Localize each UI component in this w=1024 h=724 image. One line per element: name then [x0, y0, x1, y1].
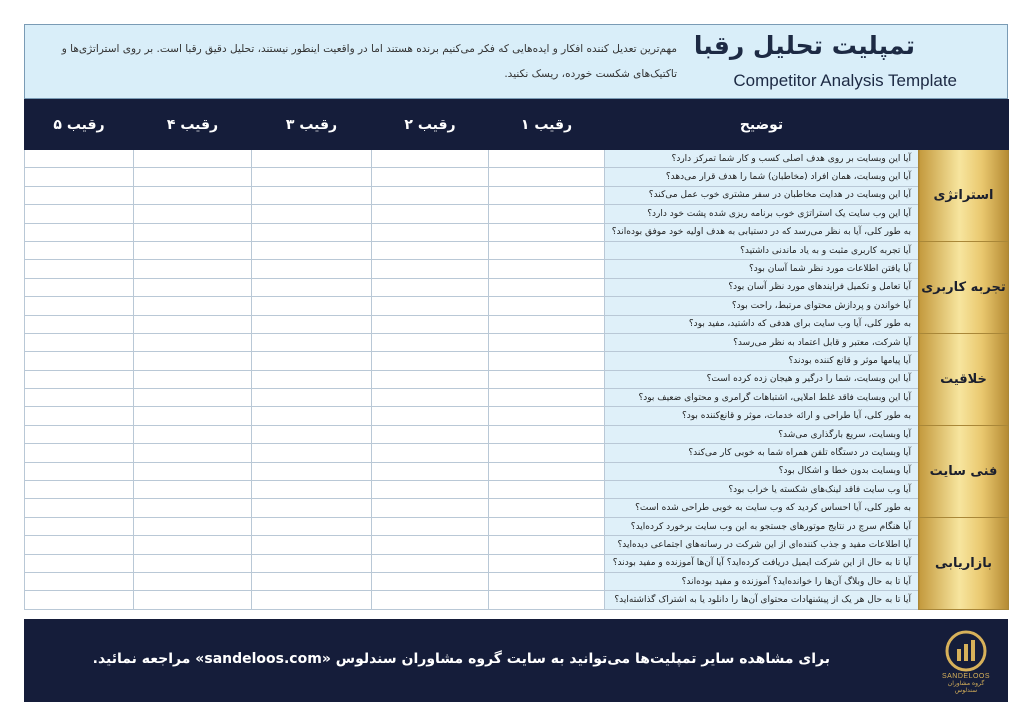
- competitor-1-answer-cell[interactable]: [489, 150, 605, 168]
- competitor-3-answer-cell[interactable]: [252, 352, 372, 370]
- analysis-table-wrapper: [24, 99, 1008, 619]
- table-row: [25, 536, 1009, 554]
- competitor-5-answer-cell[interactable]: [25, 168, 134, 186]
- competitor-1-answer-cell[interactable]: [489, 297, 605, 315]
- question-cell: آیا این وب سایت یک استراتژی خوب برنامه ریزی شده پشت خود دارد؟: [605, 205, 919, 223]
- competitor-4-answer-cell[interactable]: [134, 554, 252, 572]
- competitor-2-answer-cell[interactable]: [372, 517, 489, 535]
- competitor-1-answer-cell[interactable]: [489, 462, 605, 480]
- table-row: [25, 389, 1009, 407]
- table-row: [25, 223, 1009, 241]
- competitor-2-answer-cell[interactable]: [372, 425, 489, 443]
- header-competitor-2: رقیب ۲: [372, 100, 489, 150]
- competitor-5-answer-cell[interactable]: [25, 223, 134, 241]
- competitor-2-answer-cell[interactable]: [372, 352, 489, 370]
- competitor-2-answer-cell[interactable]: [372, 315, 489, 333]
- competitor-5-answer-cell[interactable]: [25, 536, 134, 554]
- question-cell: آیا وب سایت فاقد لینک‌های شکسته یا خراب بود؟: [605, 481, 919, 499]
- header-competitor-4: رقیب ۴: [134, 100, 252, 150]
- competitor-5-answer-cell[interactable]: [25, 407, 134, 425]
- competitor-4-answer-cell[interactable]: [134, 425, 252, 443]
- header-competitor-1: رقیب ۱: [489, 100, 605, 150]
- competitor-1-answer-cell[interactable]: [489, 425, 605, 443]
- table-row: [25, 591, 1009, 609]
- competitor-3-answer-cell[interactable]: [252, 205, 372, 223]
- analysis-table: [24, 99, 1009, 610]
- table-row: [25, 499, 1009, 517]
- competitor-4-answer-cell[interactable]: [134, 260, 252, 278]
- table-row: [25, 481, 1009, 499]
- header-category: [919, 100, 1009, 150]
- competitor-2-answer-cell[interactable]: [372, 462, 489, 480]
- competitor-5-answer-cell[interactable]: [25, 260, 134, 278]
- question-cell: آیا وبسایت، سریع بارگذاری می‌شد؟: [605, 425, 919, 443]
- competitor-3-answer-cell[interactable]: [252, 186, 372, 204]
- header-banner: [24, 24, 1008, 99]
- competitor-2-answer-cell[interactable]: [372, 370, 489, 388]
- competitor-3-answer-cell[interactable]: [252, 315, 372, 333]
- competitor-1-answer-cell[interactable]: [489, 572, 605, 590]
- competitor-2-answer-cell[interactable]: [372, 260, 489, 278]
- competitor-3-answer-cell[interactable]: [252, 425, 372, 443]
- question-cell: آیا تا به حال از این شرکت ایمیل دریافت کرده‌اید؟ آیا آن‌ها آموزنده و مفید بودند؟: [605, 554, 919, 572]
- competitor-1-answer-cell[interactable]: [489, 168, 605, 186]
- competitor-1-answer-cell[interactable]: [489, 186, 605, 204]
- competitor-4-answer-cell[interactable]: [134, 186, 252, 204]
- competitor-1-answer-cell[interactable]: [489, 315, 605, 333]
- table-row: [25, 572, 1009, 590]
- competitor-5-answer-cell[interactable]: [25, 241, 134, 259]
- question-cell: آیا خواندن و پردازش محتوای مرتبط، راحت بود؟: [605, 297, 919, 315]
- competitor-2-answer-cell[interactable]: [372, 389, 489, 407]
- competitor-1-answer-cell[interactable]: [489, 241, 605, 259]
- competitor-4-answer-cell[interactable]: [134, 223, 252, 241]
- competitor-2-answer-cell[interactable]: [372, 591, 489, 609]
- table-row: [25, 150, 1009, 168]
- competitor-5-answer-cell[interactable]: [25, 150, 134, 168]
- competitor-5-answer-cell[interactable]: [25, 462, 134, 480]
- competitor-3-answer-cell[interactable]: [252, 389, 372, 407]
- competitor-3-answer-cell[interactable]: [252, 499, 372, 517]
- competitor-3-answer-cell[interactable]: [252, 168, 372, 186]
- competitor-5-answer-cell[interactable]: [25, 389, 134, 407]
- table-header-row: [25, 100, 1009, 150]
- table-row: [25, 205, 1009, 223]
- sandeloos-logo: [936, 629, 996, 695]
- competitor-3-answer-cell[interactable]: [252, 554, 372, 572]
- question-cell: آیا این وبسایت، همان افراد (مخاطبان) شما را هدف قرار می‌دهد؟: [605, 168, 919, 186]
- competitor-1-answer-cell[interactable]: [489, 389, 605, 407]
- question-cell: آیا پیامها موثر و قانع کننده بودند؟: [605, 352, 919, 370]
- table-row: [25, 370, 1009, 388]
- competitor-3-answer-cell[interactable]: [252, 407, 372, 425]
- competitor-3-answer-cell[interactable]: [252, 241, 372, 259]
- table-row: [25, 315, 1009, 333]
- question-cell: به طور کلی، آیا احساس کردید که وب سایت به خوبی طراحی شده است؟: [605, 499, 919, 517]
- footer-text: برای مشاهده سایر تمپلیت‌ها می‌توانید به سایت گروه مشاوران سندلوس «sandeloos.com» مراجعه نمائید.: [92, 651, 830, 667]
- competitor-2-answer-cell[interactable]: [372, 278, 489, 296]
- question-cell: آیا یافتن اطلاعات مورد نظر شما آسان بود؟: [605, 260, 919, 278]
- competitor-1-answer-cell[interactable]: [489, 554, 605, 572]
- competitor-2-answer-cell[interactable]: [372, 205, 489, 223]
- competitor-2-answer-cell[interactable]: [372, 186, 489, 204]
- category-cell: بازاریابی: [919, 517, 1009, 609]
- competitor-3-answer-cell[interactable]: [252, 297, 372, 315]
- question-cell: آیا این وبسایت فاقد غلط املایی، اشتباهات گرامری و محتوای ضعیف بود؟: [605, 389, 919, 407]
- competitor-5-answer-cell[interactable]: [25, 481, 134, 499]
- question-cell: آیا تا به حال هر یک از پیشنهادات محتوای آن‌ها را دانلود یا به اشتراک گذاشته‌اید؟: [605, 591, 919, 609]
- question-cell: آیا این وبسایت بر روی هدف اصلی کسب و کار شما تمرکز دارد؟: [605, 150, 919, 168]
- competitor-1-answer-cell[interactable]: [489, 499, 605, 517]
- competitor-3-answer-cell[interactable]: [252, 462, 372, 480]
- competitor-5-answer-cell[interactable]: [25, 517, 134, 535]
- question-cell: آیا این وبسایت در هدایت مخاطبان در سفر مشتری خوب عمل می‌کند؟: [605, 186, 919, 204]
- table-row: [25, 168, 1009, 186]
- competitor-3-answer-cell[interactable]: [252, 481, 372, 499]
- competitor-1-answer-cell[interactable]: [489, 481, 605, 499]
- competitor-2-answer-cell[interactable]: [372, 572, 489, 590]
- competitor-5-answer-cell[interactable]: [25, 425, 134, 443]
- competitor-1-answer-cell[interactable]: [489, 536, 605, 554]
- competitor-5-answer-cell[interactable]: [25, 370, 134, 388]
- competitor-5-answer-cell[interactable]: [25, 205, 134, 223]
- competitor-4-answer-cell[interactable]: [134, 297, 252, 315]
- table-row: [25, 297, 1009, 315]
- competitor-5-answer-cell[interactable]: [25, 554, 134, 572]
- competitor-5-answer-cell[interactable]: [25, 352, 134, 370]
- table-row: [25, 186, 1009, 204]
- competitor-3-answer-cell[interactable]: [252, 260, 372, 278]
- competitor-4-answer-cell[interactable]: [134, 352, 252, 370]
- competitor-5-answer-cell[interactable]: [25, 278, 134, 296]
- table-row: [25, 260, 1009, 278]
- question-cell: آیا تعامل و تکمیل فرایندهای مورد نظر آسان بود؟: [605, 278, 919, 296]
- competitor-4-answer-cell[interactable]: [134, 517, 252, 535]
- competitor-5-answer-cell[interactable]: [25, 333, 134, 351]
- category-cell: خلاقیت: [919, 333, 1009, 425]
- competitor-3-answer-cell[interactable]: [252, 536, 372, 554]
- page-description: مهم‌ترین تعدیل کننده افکار و ایده‌هایی که فکر می‌کنیم برنده هستند اما در واقعیت اینطور نیستند، تحلیل دقیق رقبا است. بر روی استراتژی‌ها و تاکتیک‌های شکست خورده، ریسک نکنید.: [61, 43, 677, 80]
- competitor-4-answer-cell[interactable]: [134, 407, 252, 425]
- competitor-5-answer-cell[interactable]: [25, 315, 134, 333]
- competitor-3-answer-cell[interactable]: [252, 444, 372, 462]
- competitor-3-answer-cell[interactable]: [252, 591, 372, 609]
- competitor-2-answer-cell[interactable]: [372, 499, 489, 517]
- question-cell: به طور کلی، آیا طراحی و ارائه خدمات، موثر و قانع‌کننده بود؟: [605, 407, 919, 425]
- competitor-5-answer-cell[interactable]: [25, 591, 134, 609]
- competitor-2-answer-cell[interactable]: [372, 241, 489, 259]
- competitor-2-answer-cell[interactable]: [372, 407, 489, 425]
- category-cell: تجربه کاربری: [919, 241, 1009, 333]
- header-description: توضیح: [605, 100, 919, 150]
- competitor-5-answer-cell[interactable]: [25, 186, 134, 204]
- competitor-5-answer-cell[interactable]: [25, 297, 134, 315]
- competitor-1-answer-cell[interactable]: [489, 352, 605, 370]
- competitor-2-answer-cell[interactable]: [372, 333, 489, 351]
- footer-banner: [24, 619, 1008, 702]
- question-cell: آیا تجربه کاربری مثبت و به یاد ماندنی داشتید؟: [605, 241, 919, 259]
- logo-name: SANDELOOS: [941, 673, 991, 680]
- page-title-english: Competitor Analysis Template: [733, 71, 957, 90]
- competitor-5-answer-cell[interactable]: [25, 499, 134, 517]
- logo-subtitle: گروه مشاوران سندلوس: [947, 680, 985, 694]
- competitor-2-answer-cell[interactable]: [372, 481, 489, 499]
- question-cell: به طور کلی، آیا به نظر می‌رسد که در دستیابی به هدف اولیه خود موفق بوده‌اند؟: [605, 223, 919, 241]
- competitor-5-answer-cell[interactable]: [25, 572, 134, 590]
- table-row: [25, 278, 1009, 296]
- table-row: [25, 333, 1009, 351]
- competitor-3-answer-cell[interactable]: [252, 572, 372, 590]
- table-row: [25, 352, 1009, 370]
- logo-emblem-icon: [944, 629, 988, 673]
- competitor-4-answer-cell[interactable]: [134, 389, 252, 407]
- competitor-4-answer-cell[interactable]: [134, 536, 252, 554]
- competitor-1-answer-cell[interactable]: [489, 407, 605, 425]
- competitor-4-answer-cell[interactable]: [134, 444, 252, 462]
- competitor-4-answer-cell[interactable]: [134, 481, 252, 499]
- category-cell: فنی سایت: [919, 425, 1009, 517]
- page-title: تمپلیت تحلیل رقبا: [693, 31, 915, 60]
- competitor-1-answer-cell[interactable]: [489, 517, 605, 535]
- competitor-2-answer-cell[interactable]: [372, 150, 489, 168]
- competitor-4-answer-cell[interactable]: [134, 572, 252, 590]
- competitor-1-answer-cell[interactable]: [489, 223, 605, 241]
- header-competitor-3: رقیب ۳: [252, 100, 372, 150]
- question-cell: آیا این وبسایت، شما را درگیر و هیجان زده کرده است؟: [605, 370, 919, 388]
- competitor-4-answer-cell[interactable]: [134, 499, 252, 517]
- table-row: [25, 517, 1009, 535]
- header-competitor-5: رقیب ۵: [25, 100, 134, 150]
- competitor-2-answer-cell[interactable]: [372, 168, 489, 186]
- competitor-4-answer-cell[interactable]: [134, 150, 252, 168]
- competitor-1-answer-cell[interactable]: [489, 333, 605, 351]
- competitor-3-answer-cell[interactable]: [252, 278, 372, 296]
- competitor-2-answer-cell[interactable]: [372, 554, 489, 572]
- competitor-1-answer-cell[interactable]: [489, 370, 605, 388]
- table-row: [25, 407, 1009, 425]
- question-cell: آیا شرکت، معتبر و قابل اعتماد به نظر می‌رسد؟: [605, 333, 919, 351]
- question-cell: به طور کلی، آیا وب سایت برای هدفی که داشتید، مفید بود؟: [605, 315, 919, 333]
- category-cell: استراتژی: [919, 150, 1009, 242]
- table-body: [25, 150, 1009, 610]
- competitor-4-answer-cell[interactable]: [134, 370, 252, 388]
- competitor-4-answer-cell[interactable]: [134, 333, 252, 351]
- competitor-4-answer-cell[interactable]: [134, 241, 252, 259]
- competitor-3-answer-cell[interactable]: [252, 223, 372, 241]
- competitor-2-answer-cell[interactable]: [372, 444, 489, 462]
- question-cell: آیا تا به حال وبلاگ آن‌ها را خوانده‌اید؟ آموزنده و مفید بوده‌اند؟: [605, 572, 919, 590]
- table-row: [25, 444, 1009, 462]
- competitor-2-answer-cell[interactable]: [372, 536, 489, 554]
- competitor-4-answer-cell[interactable]: [134, 315, 252, 333]
- competitor-1-answer-cell[interactable]: [489, 278, 605, 296]
- table-row: [25, 554, 1009, 572]
- competitor-5-answer-cell[interactable]: [25, 444, 134, 462]
- question-cell: آیا اطلاعات مفید و جذب کننده‌ای از این شرکت در رسانه‌های اجتماعی دیده‌اید؟: [605, 536, 919, 554]
- competitor-4-answer-cell[interactable]: [134, 462, 252, 480]
- competitor-1-answer-cell[interactable]: [489, 205, 605, 223]
- competitor-2-answer-cell[interactable]: [372, 223, 489, 241]
- table-row: [25, 425, 1009, 443]
- competitor-4-answer-cell[interactable]: [134, 591, 252, 609]
- table-row: [25, 462, 1009, 480]
- competitor-4-answer-cell[interactable]: [134, 168, 252, 186]
- question-cell: آیا هنگام سرچ در نتایج موتورهای جستجو به این وب سایت برخورد کرده‌اید؟: [605, 517, 919, 535]
- competitor-3-answer-cell[interactable]: [252, 517, 372, 535]
- competitor-1-answer-cell[interactable]: [489, 444, 605, 462]
- question-cell: آیا وبسایت در دستگاه تلفن همراه شما به خوبی کار می‌کند؟: [605, 444, 919, 462]
- competitor-4-answer-cell[interactable]: [134, 278, 252, 296]
- competitor-1-answer-cell[interactable]: [489, 591, 605, 609]
- competitor-4-answer-cell[interactable]: [134, 205, 252, 223]
- table-row: [25, 241, 1009, 259]
- competitor-1-answer-cell[interactable]: [489, 260, 605, 278]
- competitor-3-answer-cell[interactable]: [252, 333, 372, 351]
- competitor-3-answer-cell[interactable]: [252, 370, 372, 388]
- competitor-3-answer-cell[interactable]: [252, 150, 372, 168]
- competitor-2-answer-cell[interactable]: [372, 297, 489, 315]
- question-cell: آیا وبسایت بدون خطا و اشکال بود؟: [605, 462, 919, 480]
